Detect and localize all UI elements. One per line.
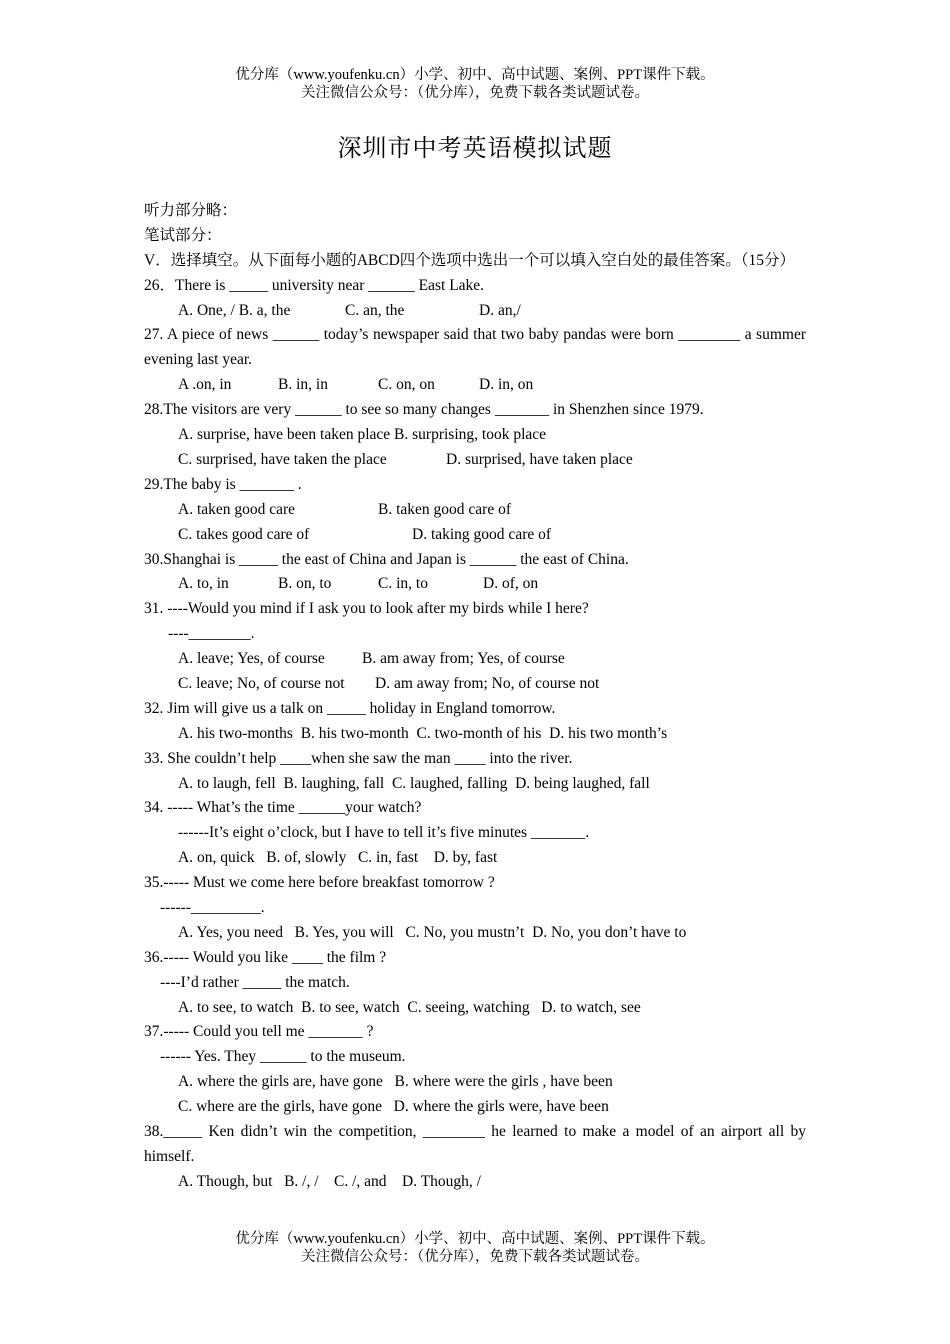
option: A .on, in (178, 376, 232, 394)
question-34: 34. ----- What’s the time ______your watch? (144, 799, 422, 817)
question-37: 37.----- Could you tell me _______ ? (144, 1023, 374, 1041)
options-29-row-1 (144, 498, 806, 523)
option: D. an,/ (479, 301, 521, 319)
option: D. in, on (479, 376, 534, 394)
options-35: A. Yes, you need B. Yes, you will C. No, you mustn’t D. No, you don’t have to (178, 923, 687, 941)
options-32: A. his two-months B. his two-month C. two-month of his D. his two month’s (178, 724, 668, 742)
option: A. taken good care (178, 500, 296, 518)
options-29-row-2 (144, 523, 806, 548)
options-28-row-2 (144, 448, 806, 473)
question-28: 28.The visitors are very ______ to see so many changes _______ in Shenzhen since 1979. (144, 401, 704, 419)
options-31-row-1 (144, 647, 806, 672)
option: A. One, / B. a, the (178, 301, 291, 319)
answer-37: ------ Yes. They ______ to the museum. (160, 1048, 406, 1066)
option: C. leave; No, of course not (178, 674, 345, 692)
options-33: A. to laugh, fell B. laughing, fall C. laughed, falling D. being laughed, fall (178, 774, 650, 792)
options-37-row-1: A. where the girls are, have gone B. where were the girls , have been (178, 1073, 613, 1091)
option: B. in, in (278, 376, 328, 394)
option: D. am away from; No, of course not (375, 674, 600, 692)
exam-content (144, 199, 806, 1195)
question-30: 30.Shanghai is _____ the east of China and Japan is ______ the east of China. (144, 550, 629, 568)
option: C. an, the (345, 301, 405, 319)
option: A. to, in (178, 575, 229, 593)
question-38: 38._____ Ken didn’t win the competition, ________ he learned to make a model of an airport all by himself. (144, 1123, 806, 1165)
answer-34: ------It’s eight o’clock, but I have to tell it’s five minutes _______. (178, 824, 590, 842)
page-header (0, 66, 950, 102)
option: B. taken good care of (378, 500, 511, 518)
header-line-1: 优分库（www.youfenku.cn）小学、初中、高中试题、案例、PPT课件下载。 (235, 67, 715, 83)
question-36: 36.----- Would you like ____ the film ? (144, 948, 387, 966)
options-27 (144, 373, 806, 398)
option: C. takes good care of (178, 525, 310, 543)
written-note: 笔试部分： (144, 226, 222, 244)
question-33: 33. She couldn’t help ____when she saw the man ____ into the river. (144, 749, 573, 767)
options-28-row-1 (144, 423, 806, 448)
header-line-2: 关注微信公众号：（优分库），免费下载各类试题试卷。 (301, 85, 649, 101)
footer-line-2: 关注微信公众号：（优分库），免费下载各类试题试卷。 (301, 1249, 649, 1265)
page-footer (0, 1230, 950, 1266)
option: B. on, to (278, 575, 332, 593)
footer-line-1: 优分库（www.youfenku.cn）小学、初中、高中试题、案例、PPT课件下载。 (235, 1231, 715, 1247)
options-36: A. to see, to watch B. to see, watch C. seeing, watching D. to watch, see (178, 998, 641, 1016)
options-26 (144, 299, 806, 324)
options-37-row-2: C. where are the girls, have gone D. where the girls were, have been (178, 1098, 609, 1116)
option: A. surprise, have been taken place B. surprising, took place (178, 426, 547, 444)
options-30 (144, 572, 806, 597)
options-34: A. on, quick B. of, slowly C. in, fast D. by, fast (178, 849, 498, 867)
answer-35: ------_________. (160, 898, 265, 916)
answer-36: ----I’d rather _____ the match. (160, 973, 350, 991)
section-instructions: V．选择填空。从下面每小题的ABCD四个选项中选出一个可以填入空白处的最佳答案。（15分） (144, 251, 796, 269)
options-31-row-2 (144, 672, 806, 697)
page-title: 深圳市中考英语模拟试题 (337, 136, 613, 162)
options-38: A. Though, but B. /, / C. /, and D. Though, / (178, 1172, 481, 1190)
option: D. taking good care of (412, 525, 552, 543)
option: D. of, on (483, 575, 539, 593)
option: C. surprised, have taken the place (178, 450, 387, 468)
question-26: 26．There is _____ university near ______ East Lake. (144, 276, 485, 294)
option: A. leave; Yes, of course (178, 650, 325, 668)
question-32: 32. Jim will give us a talk on _____ holiday in England tomorrow. (144, 699, 556, 717)
option: C. on, on (378, 376, 435, 394)
question-27: 27. A piece of news ______ today’s newspaper said that two baby pandas were born ________ a summer evening last year. (144, 326, 806, 369)
question-29: 29.The baby is _______ . (144, 475, 302, 493)
answer-31: ----________. (168, 625, 255, 643)
option: D. surprised, have taken place (446, 450, 633, 468)
question-31: 31. ----Would you mind if I ask you to look after my birds while I here? (144, 600, 589, 618)
question-35: 35.----- Must we come here before breakfast tomorrow ? (144, 874, 495, 892)
option: B. am away from; Yes, of course (362, 650, 565, 668)
option: C. in, to (378, 575, 428, 593)
listening-note: 听力部分略： (144, 202, 238, 219)
